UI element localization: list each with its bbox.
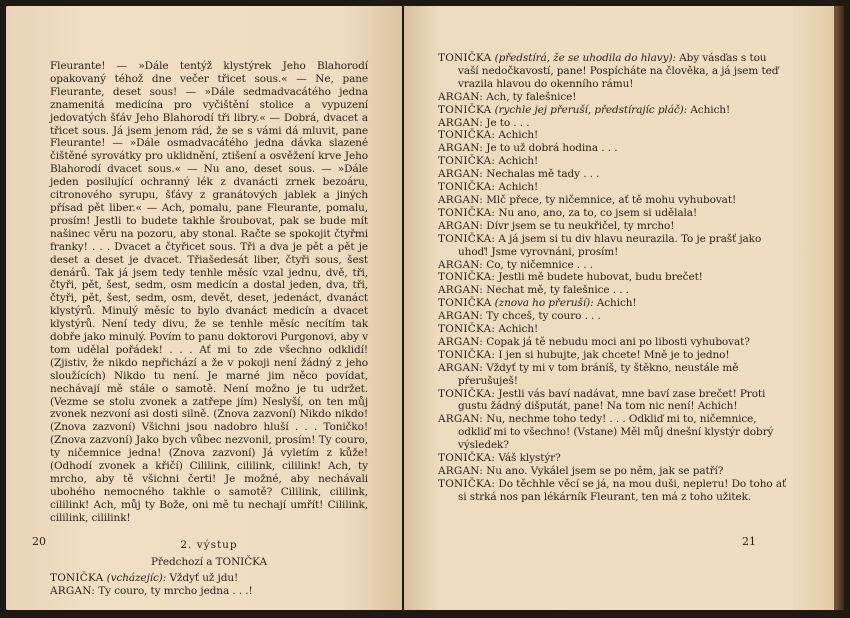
dialogue-line [438, 310, 790, 323]
speaker-name: ARGAN: [438, 465, 484, 477]
dialogue-text: Ty chceš, ty couro . . . [486, 310, 601, 323]
dialogue-text: A já jsem si tu div hlavu neurazila. To je prašť jako uhoď! Jsme vyrovnáni, prosím! [458, 232, 762, 258]
speaker-name: ARGAN: [438, 310, 484, 323]
speaker-name: TONIČKA [438, 103, 492, 116]
dialogue-text: Nu ano, ano, za to, co jsem si udělala! [498, 206, 698, 219]
speaker-name: TONIČKA: [438, 232, 496, 245]
cast-line: Předchozí a TONIČKA [151, 555, 267, 568]
speaker-name: ARGAN: [438, 142, 484, 155]
dialogue-text: Ty couro, ty mrcho jedna . . .! [98, 585, 253, 598]
speaker-name: ARGAN: [438, 193, 484, 206]
dialogue-line [438, 271, 790, 284]
dialogue-line [438, 181, 790, 194]
dialogue-line [438, 207, 790, 220]
dialogue-line [438, 168, 790, 181]
dialogue-line [438, 194, 790, 207]
dialogue-line [438, 155, 790, 168]
page-number-right: 21 [742, 535, 756, 548]
dialogue-text: Vždyť ty mi v tom bráníš, ty štěkno, neustále mě přerušuješ! [458, 361, 739, 387]
dialogue-line [438, 465, 790, 478]
dialogue-text: Je to . . . [486, 116, 530, 129]
dialogue-text: Achich! [498, 155, 539, 168]
dialogue-text: Achich! [498, 323, 539, 336]
speaker-name: TONIČKA [438, 52, 492, 64]
right-page-text [438, 52, 790, 504]
dialogue-line [438, 336, 790, 349]
speaker-name: TONIČKA: [438, 348, 496, 361]
speaker-name: ARGAN: [50, 585, 96, 598]
dialogue-text: Aby vásďas s tou vaší nedočkavostí, pane! Pospícháte na člověka, a já jsem teď vrazila hlavou do okenního rámu! [458, 52, 779, 90]
left-page-text [50, 60, 368, 598]
dialogue-line [438, 362, 790, 388]
dialogue-line [438, 388, 790, 414]
dialogue-text: Nechalas mě tady . . . [486, 168, 600, 181]
dialogue-line [438, 117, 790, 130]
speaker-name: ARGAN: [438, 413, 484, 426]
speaker-name: TONIČKA [50, 572, 104, 585]
dialogue-text: Nu, nechme toho tedy! . . . Odkliď mi to, ničemnice, odkliď mi to všechno! (Vstane) Měl můj dnešní klystýr dobrý výsledek? [458, 413, 774, 452]
stage-direction: (předstírá, že se uhodila do hlavy): [494, 52, 676, 64]
left-dialogue [50, 572, 368, 598]
dialogue-text: Dívr jsem se tu neukřičel, ty mrcho! [486, 219, 675, 232]
dialogue-text: Je to už dobrá hodina . . . [486, 142, 618, 155]
speaker-name: ARGAN: [438, 284, 484, 297]
speaker-name: ARGAN: [438, 219, 484, 232]
speaker-name: ARGAN: [438, 361, 484, 374]
speaker-name: TONIČKA: [438, 206, 496, 219]
dialogue-text: Achich! [498, 181, 539, 194]
dialogue-line [438, 129, 790, 142]
left-page [6, 6, 402, 610]
speaker-name: TONIČKA: [438, 452, 496, 465]
speaker-name: ARGAN: [438, 116, 484, 129]
dialogue-text: Váš klystýr? [498, 452, 561, 465]
speaker-name: ARGAN: [438, 90, 484, 103]
dialogue-text: Mlč přece, ty ničemnice, ať tě mohu vyhubovat! [486, 193, 737, 206]
dialogue-line [438, 91, 790, 104]
scene-heading: 2. výstup [180, 538, 238, 551]
dialogue-line [438, 284, 790, 297]
dialogue-line [50, 572, 368, 585]
dialogue-text: Do těchhle věcí se já, na mou duši, neplетu! Do toho ať si strká nos pan lékárník Fleurant, ten má z toho užitek. [458, 477, 787, 503]
speaker-name: ARGAN: [438, 168, 484, 181]
dialogue-text: Nu ano. Vykálel jsem se po něm, jak se patří? [486, 465, 724, 477]
right-dialogue [438, 52, 790, 504]
dialogue-line [438, 413, 790, 452]
speaker-name: TONIČKA: [438, 477, 496, 490]
page-number-left: 20 [32, 535, 46, 548]
speaker-name: TONIČKA [438, 297, 492, 310]
dialogue-line [438, 220, 790, 233]
dialogue-text: Jestli mě budete hubovat, budu brečet! [498, 271, 703, 284]
dialogue-line [438, 478, 790, 504]
stage-direction: (vcházejíc): [106, 572, 167, 585]
dialogue-line [50, 585, 368, 598]
speaker-name: ARGAN: [438, 335, 484, 348]
speaker-name: TONIČKA: [438, 129, 496, 142]
dialogue-line [438, 233, 790, 259]
stage-direction: (znova ho přeruší): [494, 297, 594, 310]
monologue-paragraph: Fleurante! — »Dále tentýž klystýrek Jeho Blahorodí opakovaný téhož dne večer třicet sous.« — Ne, pane Fleurante, deset sous! — »Dále sedmadvacátého jedna znamenitá medicína pro vyčištění stolice a vypuzení jedovatých šťáv Jeho Blahorodí tři libry.« — Dobrá, dvacet a třicet sous. Já jsem jenom rád, že se s vámi dá mluvit, pane Fleurante! — »Dále osmadvacátého jedna dávka slazené čištěné syrovátky pro uklidnění, ztišení a osvěžení krve Jeho Blahorodí dvacet sous.« — Nu ano, deset sous. — »Dále jeden posilující ochranný lék z dvanácti zrnek bezoáru, citronového syrupu, šťávy z granátových jablek a jiných přísad pět liber.« — Ach, pomalu, pane Fleurante, pomalu, prosím! Jestli to budete takhle šroubovat, pak se bude mít našinec věru na pozoru, aby stonal. Račte se spokojit čtyřmi franky! . . . Dvacet a čtyřicet sous. Tři a dva je pět a pět je deset a deset je dvacet. Třiašedesát liber, čtyři sous, šest denárů. Tak já jsem tedy tenhle měsíc vzal jednu, dvě, tři, čtyři, pět, šest, sedm, osm medicín a dostal jeden, dva, tři, čtyři, pět, šest, sedm, osm, devět, deset, jedenáct, dvanáct klystýrů. Minulý měsíc to bylo dvanáct medicín a dvacet klystýrů. Není tedy divu, že se tenhle měsíc necítím tak dobře jako minulý. Povím to panu doktorovi Purgonovi, aby v tom udělal pořádek! . . . Ať mi to zde všechno odklidí! (Zjistiv, že nikdo nepřichází a že v pokoji není žádný z jeho sloužících) Nikdo tu není. Je marné jim něco povídat, nechávají mě stále o samotě. Není možno je tu udržet. (Vezme se stolu zvonek a zatřepe jím) Neslyší, on ten můj zvonek nezvoní asi dosti silně. (Znova zazvoní) Nikdo nikdo! (Znova zazvoní) Všichni jsou nadobro hluší . . . Toničko! (Znova zazvoní) Jako bych vůbec nezvonil, prosím! Ty couro, ty ničemnice jedna! (Znova zazvoní) Já vyletím z kůže! (Odhodí zvonek a křičí) Cililink, cililink, cililink! Ach, ty mrcho, aby tě všichni čerti! Je možné, aby nechávali ubohého nemocného takhle o samotě? Cililink, cililink, cililink! Ach, můj ty Bože, oni mě tu nechají umřít! Cililink, cililink, cililink! [50, 60, 368, 524]
speaker-name: ARGAN: [438, 258, 484, 271]
speaker-name: TONIČKA: [438, 181, 496, 194]
speaker-name: TONIČKA: [438, 387, 496, 400]
dialogue-text: Achich! [596, 297, 637, 310]
dialogue-text: Nechat mě, ty falešnice . . . [486, 284, 629, 297]
speaker-name: TONIČKA: [438, 271, 496, 284]
dialogue-text: Jestli vás baví nadávat, mne baví zase brečet! Proti gustu žádný dišputát, pane! Na tom nic není! Achich! [458, 387, 766, 413]
dialogue-line [438, 323, 790, 336]
dialogue-text: Co, ty ničemnice . . . [486, 258, 593, 271]
speaker-name: TONIČKA: [438, 155, 496, 168]
dialogue-text: Achich! [498, 129, 539, 142]
dialogue-line [438, 297, 790, 310]
page-edges [834, 6, 844, 610]
dialogue-text: I jen si hubujte, jak chcete! Mně je to jedno! [498, 348, 730, 361]
speaker-name: TONIČKA: [438, 323, 496, 336]
right-page [404, 6, 834, 610]
dialogue-line [438, 259, 790, 272]
dialogue-text: Ach, ty falešnice! [486, 90, 577, 103]
dialogue-text: Achich! [690, 103, 731, 116]
dialogue-text: Copak já tě nebudu moci ani po libosti vyhubovat? [486, 335, 750, 348]
dialogue-line [438, 452, 790, 465]
stage-direction: (rychle jej přeruší, předstírajíc pláč): [494, 103, 688, 116]
dialogue-text: Vždyť už jdu! [169, 572, 239, 585]
dialogue-line [438, 142, 790, 155]
dialogue-line [438, 52, 790, 91]
dialogue-line [438, 104, 790, 117]
dialogue-line [438, 349, 790, 362]
